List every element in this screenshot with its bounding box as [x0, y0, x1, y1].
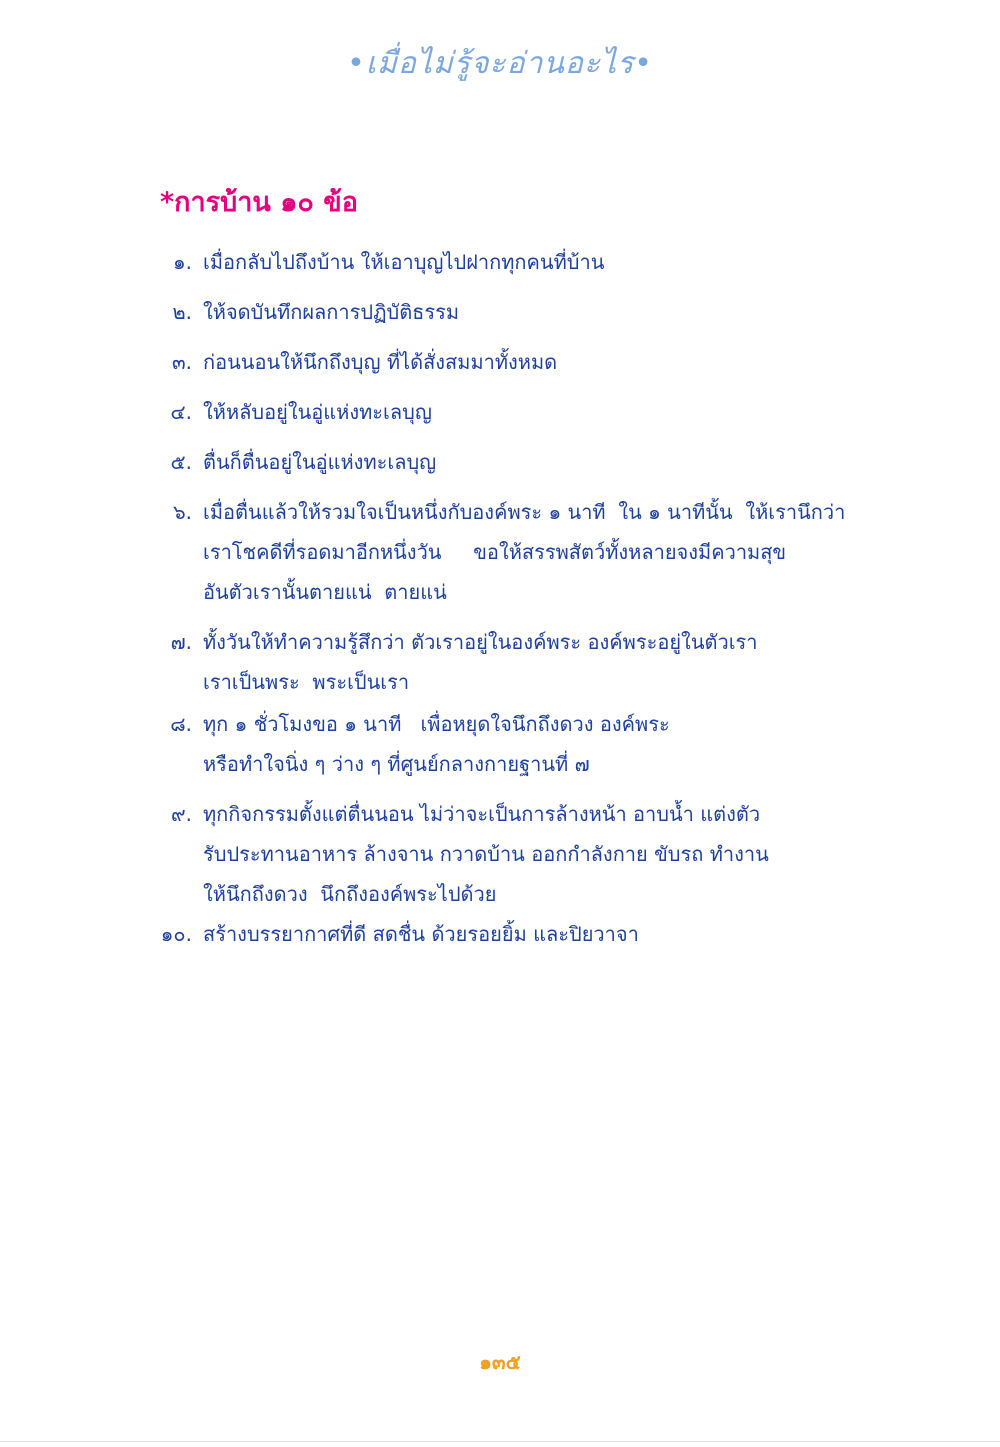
list-item: [0, 794, 1000, 914]
item-text: ให้นึกถึงดวง นึกถึงองค์พระไปด้วย: [203, 882, 497, 906]
item-text: ให้หลับอยู่ในอู่แห่งทะเลบุญ: [203, 400, 432, 424]
item-text: เราเป็นพระ พระเป็นเรา: [203, 670, 410, 694]
item-text: รับประทานอาหาร ล้างจาน กวาดบ้าน ออกกำลังกาย ขับรถ ทำงาน: [203, 842, 769, 866]
item-number: ๖.: [172, 500, 192, 524]
list-item: [0, 622, 1000, 702]
list-item: [0, 242, 1000, 282]
section-heading: *การบ้าน ๑๐ ข้อ: [160, 187, 358, 218]
list-item: [0, 914, 1000, 954]
item-text: สร้างบรรยากาศที่ดี สดชื่น ด้วยรอยยิ้ม และปิยวาจา: [203, 922, 639, 946]
item-number: ๙.: [170, 802, 192, 826]
list-item: [0, 292, 1000, 332]
homework-list: [0, 242, 1000, 954]
item-text: ตื่นก็ตื่นอยู่ในอู่แห่งทะเลบุญ: [203, 450, 437, 474]
item-text: เมื่อตื่นแล้วให้รวมใจเป็นหนึ่งกับองค์พระ ๑ นาที ใน ๑ นาทีนั้น ให้เรานึกว่า: [203, 500, 846, 524]
item-number: ๑๐.: [160, 922, 192, 946]
list-item: [0, 392, 1000, 432]
item-text: ก่อนนอนให้นึกถึงบุญ ที่ได้สั่งสมมาทั้งหมด: [203, 350, 558, 374]
item-number: ๒.: [172, 300, 192, 324]
item-text: ทุกกิจกรรมตั้งแต่ตื่นนอน ไม่ว่าจะเป็นการล้างหน้า อาบน้ำ แต่งตัว: [203, 802, 761, 826]
item-text: อันตัวเรานั้นตายแน่ ตายแน่: [203, 580, 447, 604]
item-text: ทั้งวันให้ทำความรู้สึกว่า ตัวเราอยู่ในองค์พระ องค์พระอยู่ในตัวเรา: [203, 630, 758, 654]
item-number: ๑.: [172, 250, 192, 274]
list-item: [0, 442, 1000, 482]
list-item: [0, 492, 1000, 612]
item-number: ๘.: [170, 712, 192, 736]
item-text: หรือทำใจนิ่ง ๆ ว่าง ๆ ที่ศูนย์กลางกายฐานที่ ๗: [203, 752, 590, 776]
running-header-title: •เมื่อไม่รู้จะอ่านอะไร•: [347, 46, 653, 81]
item-text: เราโชคดีที่รอดมาอีกหนึ่งวัน ขอให้สรรพสัตว์ทั้งหลายจงมีความสุข: [203, 540, 787, 564]
item-number: ๕.: [170, 450, 192, 474]
item-text: ทุก ๑ ชั่วโมงขอ ๑ นาที เพื่อหยุดใจนึกถึงดวง องค์พระ: [203, 712, 670, 736]
list-item: [0, 342, 1000, 382]
item-text: เมื่อกลับไปถึงบ้าน ให้เอาบุญไปฝากทุกคนที่บ้าน: [203, 250, 605, 274]
bottom-divider: [0, 1441, 1000, 1442]
page-number: ๑๓๕: [479, 1350, 521, 1374]
item-text: ให้จดบันทึกผลการปฏิบัติธรรม: [203, 300, 460, 324]
item-number: ๔.: [170, 400, 192, 424]
item-number: ๗.: [170, 630, 192, 654]
list-item: [0, 704, 1000, 784]
item-number: ๓.: [171, 350, 192, 374]
